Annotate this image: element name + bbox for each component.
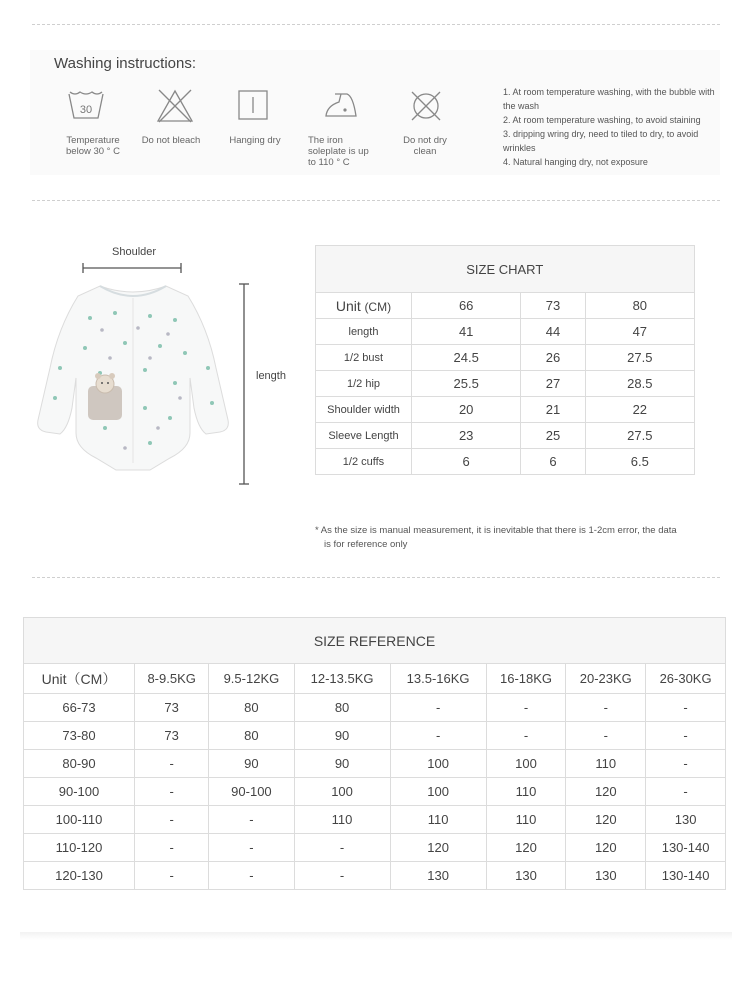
size-reference-cell: 130 [390, 862, 486, 890]
iron-icon [306, 88, 376, 122]
size-reference-row [24, 750, 726, 778]
size-reference-cell: 90 [294, 750, 390, 778]
size-chart-cell: 21 [521, 397, 585, 423]
size-reference-cell: - [135, 834, 209, 862]
size-reference-cell: - [209, 834, 294, 862]
size-reference-cell: 110 [566, 750, 646, 778]
wash-label-hang: Hanging dry [229, 135, 281, 146]
size-chart-row-label: 1/2 bust [316, 345, 412, 371]
size-chart-cell: 24.5 [412, 345, 521, 371]
size-chart-cell: 47 [585, 319, 694, 345]
size-chart-row [316, 319, 695, 345]
washing-notes [503, 85, 723, 169]
washing-note: 4. Natural hanging dry, not exposure [503, 157, 648, 167]
bottom-shadow [20, 932, 732, 940]
size-reference-cell: 130 [646, 806, 726, 834]
size-chart-cell: 28.5 [585, 371, 694, 397]
divider-2 [32, 577, 720, 578]
do-not-bleach-icon [140, 88, 210, 124]
size-reference-row-label: 66-73 [24, 694, 135, 722]
size-reference-weight: 13.5-16KG [390, 664, 486, 694]
size-reference-cell: - [646, 722, 726, 750]
size-reference-row-label: 80-90 [24, 750, 135, 778]
size-reference-cell: - [209, 862, 294, 890]
size-reference-weight: 26-30KG [646, 664, 726, 694]
size-chart-table [315, 245, 695, 475]
size-chart-cell: 25.5 [412, 371, 521, 397]
size-reference-cell: - [566, 722, 646, 750]
size-reference-cell: 120 [566, 806, 646, 834]
size-reference-cell: 120 [566, 778, 646, 806]
size-reference-cell: 90 [294, 722, 390, 750]
size-chart-size: 73 [521, 293, 585, 319]
size-reference-cell: - [135, 778, 209, 806]
size-reference-weight: 8-9.5KG [135, 664, 209, 694]
size-reference-row-label: 110-120 [24, 834, 135, 862]
size-reference-cell: - [135, 862, 209, 890]
size-reference-cell: 90 [209, 750, 294, 778]
size-reference-weight: 16-18KG [486, 664, 566, 694]
size-reference-weight: 9.5-12KG [209, 664, 294, 694]
size-chart-row-label: length [316, 319, 412, 345]
size-reference-unit-label: Unit（CM） [24, 664, 135, 694]
size-chart-cell: 23 [412, 423, 521, 449]
size-reference-cell: - [209, 806, 294, 834]
divider-1 [32, 200, 720, 201]
size-reference-cell: 73 [135, 722, 209, 750]
size-reference-row [24, 778, 726, 806]
wash-label-iron: The iron soleplate is up to 110 ° C [308, 135, 369, 168]
size-chart-row-label: 1/2 cuffs [316, 449, 412, 475]
size-reference-cell: - [135, 806, 209, 834]
hang-dry-icon [218, 88, 288, 122]
do-not-dry-clean-icon [391, 88, 461, 124]
size-reference-cell: - [646, 694, 726, 722]
size-chart-title: SIZE CHART [412, 246, 695, 293]
size-reference-table [23, 617, 726, 890]
shoulder-label: Shoulder [112, 246, 157, 258]
size-chart-cell: 25 [521, 423, 585, 449]
size-reference-cell: - [486, 694, 566, 722]
size-reference-cell: - [486, 722, 566, 750]
size-reference-cell: - [390, 722, 486, 750]
size-reference-row-label: 100-110 [24, 806, 135, 834]
size-chart-cell: 6 [412, 449, 521, 475]
size-reference-weight: 12-13.5KG [294, 664, 390, 694]
size-chart-row [316, 345, 695, 371]
size-chart-cell: 6.5 [585, 449, 694, 475]
size-reference-cell: 100 [390, 778, 486, 806]
size-reference-cell: 100 [486, 750, 566, 778]
size-reference-cell: - [135, 750, 209, 778]
size-reference-cell: 120 [486, 834, 566, 862]
size-reference-cell: 130-140 [646, 834, 726, 862]
size-chart-corner [316, 246, 412, 293]
size-reference-cell: - [390, 694, 486, 722]
size-chart-note: * As the size is manual measurement, it is inevitable that there is 1-2cm error, the data is for reference only [315, 525, 677, 550]
size-chart-cell: 6 [521, 449, 585, 475]
length-label: length [256, 370, 286, 382]
wash-label-temperature: Temperature below 30 ° C [66, 135, 120, 157]
size-chart-cell: 20 [412, 397, 521, 423]
size-chart-cell: 41 [412, 319, 521, 345]
size-reference-row-label: 73-80 [24, 722, 135, 750]
size-chart-row [316, 397, 695, 423]
size-chart-cell: 22 [585, 397, 694, 423]
divider-top [32, 24, 720, 25]
size-chart-unit-label: Unit (CM) [316, 293, 412, 319]
size-chart-row [316, 371, 695, 397]
size-reference-row-label: 90-100 [24, 778, 135, 806]
size-reference-cell: 110 [294, 806, 390, 834]
size-reference-cell: - [294, 834, 390, 862]
size-reference-cell: 130-140 [646, 862, 726, 890]
size-reference-cell: 120 [566, 834, 646, 862]
size-reference-cell: 120 [390, 834, 486, 862]
size-reference-cell: - [646, 778, 726, 806]
size-reference-row-label: 120-130 [24, 862, 135, 890]
size-reference-cell: - [294, 862, 390, 890]
size-reference-cell: 110 [390, 806, 486, 834]
washing-note: 3. dripping wring dry, need to tiled to dry, to avoid wrinkles [503, 129, 699, 153]
washing-title: Washing instructions: [54, 55, 197, 72]
size-reference-weight: 20-23KG [566, 664, 646, 694]
washing-note: 2. At room temperature washing, to avoid staining [503, 115, 701, 125]
washing-note: 1. At room temperature washing, with the bubble with the wash [503, 87, 715, 111]
size-reference-row [24, 862, 726, 890]
size-chart-row-label: Sleeve Length [316, 423, 412, 449]
size-reference-cell: 130 [566, 862, 646, 890]
size-chart-row [316, 449, 695, 475]
size-chart-cell: 27 [521, 371, 585, 397]
size-chart-size: 80 [585, 293, 694, 319]
size-reference-cell: 100 [390, 750, 486, 778]
size-reference-cell: 110 [486, 806, 566, 834]
size-reference-row [24, 834, 726, 862]
size-chart-cell: 27.5 [585, 345, 694, 371]
size-reference-cell: - [566, 694, 646, 722]
size-reference-cell: 130 [486, 862, 566, 890]
size-reference-title: SIZE REFERENCE [24, 618, 726, 664]
size-reference-cell: - [646, 750, 726, 778]
size-reference-cell: 110 [486, 778, 566, 806]
wash-label-bleach: Do not bleach [141, 135, 201, 146]
size-reference-cell: 80 [209, 722, 294, 750]
size-chart-row-label: 1/2 hip [316, 371, 412, 397]
size-reference-cell: 100 [294, 778, 390, 806]
size-reference-cell: 80 [209, 694, 294, 722]
size-reference-cell: 73 [135, 694, 209, 722]
size-chart-row-label: Shoulder width [316, 397, 412, 423]
size-reference-cell: 80 [294, 694, 390, 722]
size-reference-row [24, 722, 726, 750]
wash-30-icon [51, 88, 121, 122]
size-chart-cell: 27.5 [585, 423, 694, 449]
size-chart-cell: 44 [521, 319, 585, 345]
wash-label-dry-clean: Do not dry clean [403, 135, 447, 157]
size-reference-row [24, 694, 726, 722]
size-reference-row [24, 806, 726, 834]
garment-illustration [30, 258, 290, 493]
wash-temp-number: 30 [79, 104, 93, 116]
size-chart-cell: 26 [521, 345, 585, 371]
size-chart-size: 66 [412, 293, 521, 319]
size-chart-row [316, 423, 695, 449]
size-reference-cell: 90-100 [209, 778, 294, 806]
